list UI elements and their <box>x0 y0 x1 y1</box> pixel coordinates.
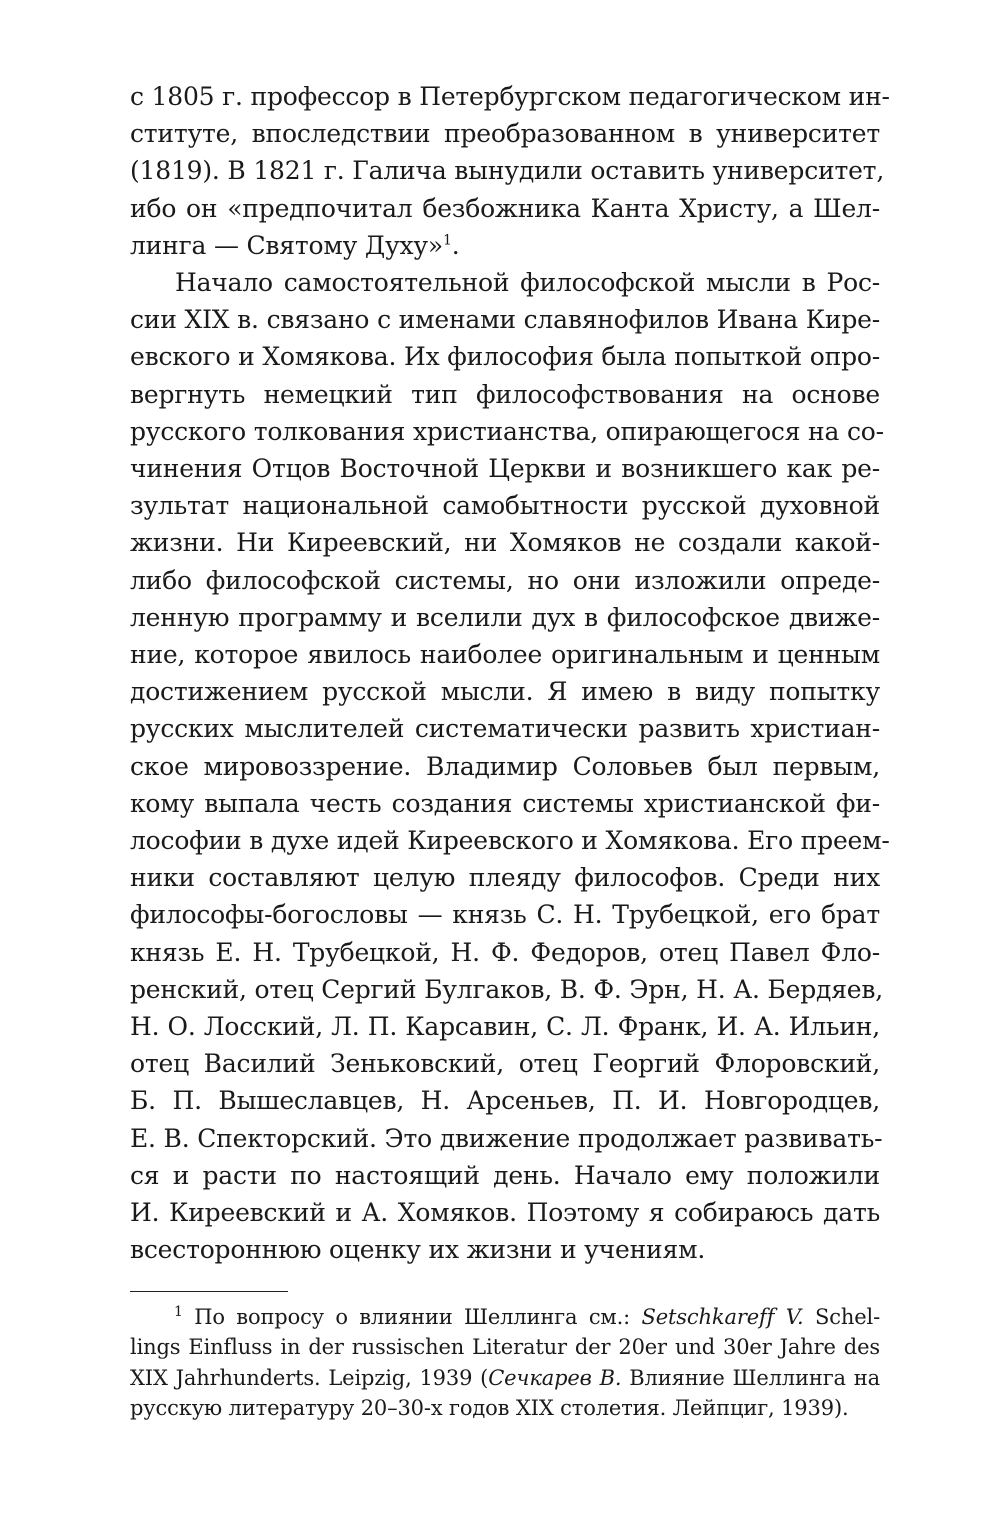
text-line: (1819). В 1821 г. Галича вынудили оставить университет, <box>130 156 885 186</box>
footnote-text: XIX Jahrhunderts. Leipzig, 1939 ( <box>130 1365 489 1390</box>
text-line: жизни. Ни Киреевский, ни Хомяков не создали какой- <box>130 528 880 558</box>
text-line: И. Киреевский и А. Хомяков. Поэтому я собираюсь дать <box>130 1198 880 1228</box>
footnote-divider <box>130 1291 288 1292</box>
footnote-line <box>130 1363 880 1394</box>
footnote-line <box>130 1302 880 1333</box>
book-page <box>130 78 890 1424</box>
footnote <box>130 1302 880 1424</box>
text-line: князь Е. Н. Трубецкой, Н. Ф. Федоров, отец Павел Фло- <box>130 937 880 967</box>
paragraph-2 <box>130 264 890 1268</box>
text-line: ибо он «предпочитал безбожника Канта Христу, а Шел- <box>130 193 880 223</box>
text-line: ституте, впоследствии преобразованном в университет <box>130 119 880 149</box>
text-line: ренский, отец Сергий Булгаков, В. Ф. Эрн, Н. А. Бердяев, <box>130 974 883 1004</box>
text-line: Н. О. Лосский, Л. П. Карсавин, С. Л. Франк, И. А. Ильин, <box>130 1012 880 1042</box>
text-line: вергнуть немецкий тип философствования на основе <box>130 379 880 409</box>
footnote-number: 1 <box>174 1303 183 1320</box>
text-line: ское мировоззрение. Владимир Соловьев был первым, <box>130 751 880 781</box>
text-line: линга — Святому Духу»$^1$. <box>130 230 460 260</box>
footnote-text: Влияние Шеллинга на <box>621 1365 880 1390</box>
text-line: Б. П. Вышеславцев, Н. Арсеньев, П. И. Новгородцев, <box>130 1086 880 1116</box>
text-line: ние, которое явилось наиболее оригинальным и ценным <box>130 640 880 670</box>
text-line: евского и Хомякова. Их философия была попыткой опро- <box>130 342 880 372</box>
text-line-content: линга — Святому Духу» <box>130 230 443 260</box>
text-line: отец Василий Зеньковский, отец Георгий Флоровский, <box>130 1049 880 1079</box>
text-line: кому выпала честь создания системы христианской фи- <box>130 788 880 818</box>
text-line: ники составляют целую плеяду философов. Среди них <box>130 863 880 893</box>
footnote-line: русскую литературу 20–30-х годов XIX столетия. Лейпциг, 1939). <box>130 1396 849 1420</box>
text-line: Е. В. Спекторский. Это движение продолжает развивать- <box>130 1123 883 1153</box>
footnote-reference[interactable]: 1 <box>443 232 452 249</box>
text-line: ленную программу и вселили дух в философское движе- <box>130 602 880 632</box>
text-line: Начало самостоятельной философской мысли в Рос- <box>175 268 880 298</box>
text-line: философы-богословы — князь С. Н. Трубецкой, его брат <box>130 900 880 930</box>
text-line: русских мыслителей систематически развить христиан- <box>130 714 880 744</box>
text-line: ся и расти по настоящий день. Начало ему положили <box>130 1160 880 1190</box>
text-line: чинения Отцов Восточной Церкви и возникшего как ре- <box>130 454 880 484</box>
text-line: зультат национальной самобытности русской духовной <box>130 491 880 521</box>
text-line: русского толкования христианства, опирающегося на со- <box>130 416 884 446</box>
text-line: всестороннюю оценку их жизни и учениям. <box>130 1235 706 1265</box>
text-line: лософии в духе идей Киреевского и Хомякова. Его преем- <box>130 826 890 856</box>
footnote-text: Schel- <box>803 1304 881 1329</box>
footnote-author: Setschkareff V. <box>641 1304 804 1329</box>
paragraph-1 <box>130 78 890 264</box>
text-line: с 1805 г. профессор в Петербургском педагогическом ин- <box>130 82 890 111</box>
text-line: достижением русской мысли. Я имею в виду попытку <box>130 677 880 707</box>
footnote-author: Сечкарев В. <box>488 1365 622 1390</box>
footnote-line: lings Einfluss in der russischen Literatur der 20er und 30er Jahre des <box>130 1335 880 1359</box>
footnote-text: По вопросу о влиянии Шеллинга см.: <box>194 1304 642 1329</box>
text-line: либо философской системы, но они изложили опреде- <box>130 565 880 595</box>
text-line: сии XIX в. связано с именами славянофилов Ивана Кире- <box>130 305 880 335</box>
